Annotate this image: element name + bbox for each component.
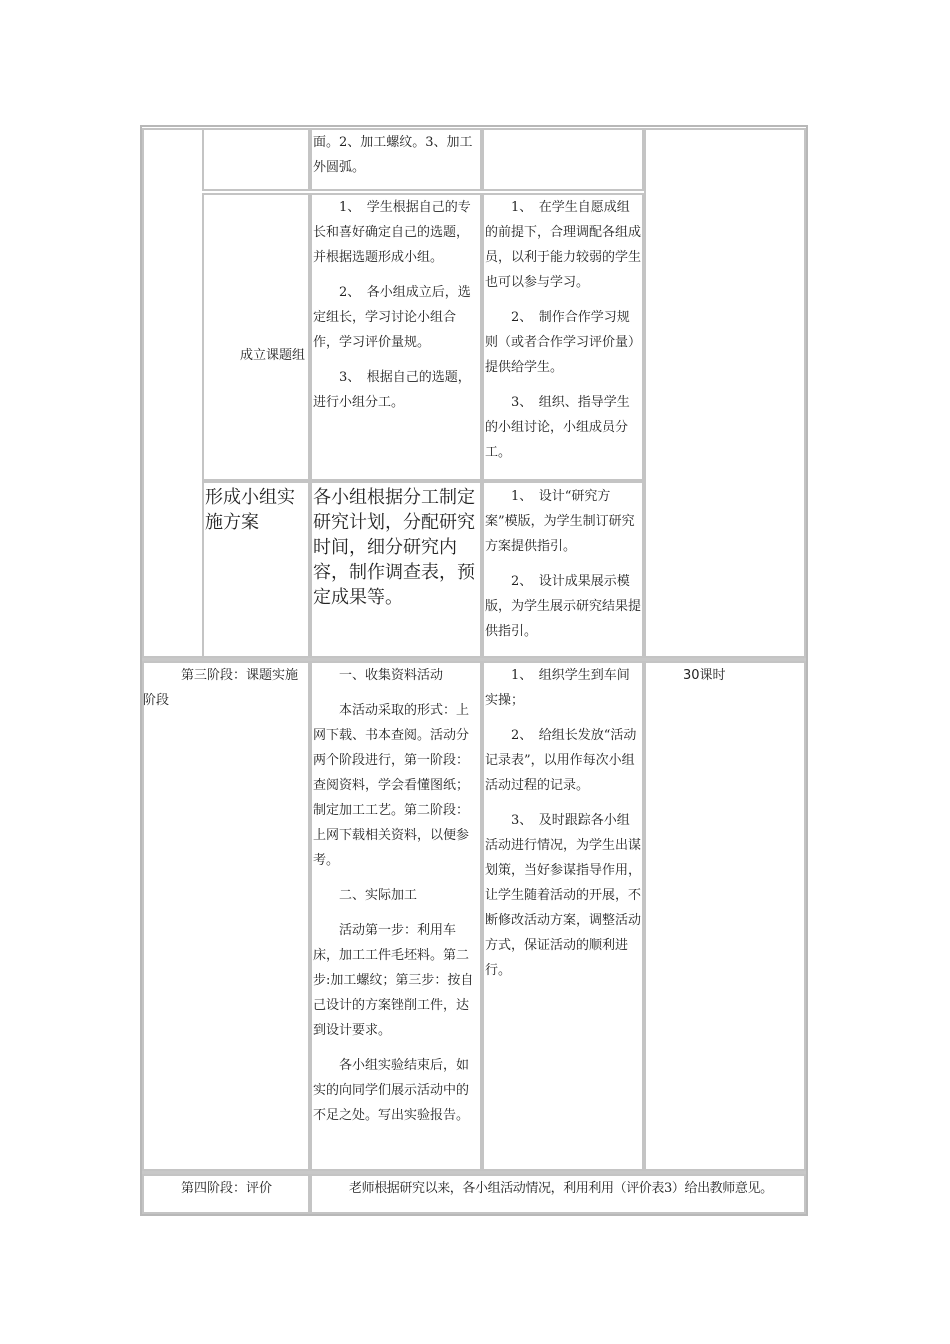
top-stage-cell	[142, 128, 202, 658]
group-teacher-1: 1、 在学生自愿成组的前提下，合理调配各组成员，以利于能力较弱的学生也可以参与学习。	[485, 200, 642, 290]
stage3-student-para-3: 各小组实验结束后，如实的向同学们展示活动中的不足之处。写出实验报告。	[313, 1058, 470, 1123]
stage3-student-para-2: 活动第一步：利用车床，加工工件毛坯料。第二步:加工螺纹；第三步：按自己设计的方案锉削工件，达到设计要求。	[313, 923, 474, 1038]
stage3-student-heading-1: 一、收集资料活动	[339, 668, 444, 683]
stage3-title: 第三阶段：课题实施阶段	[143, 668, 299, 708]
stage3-teacher-2: 2、 给组长发放“活动记录表”，以用作每次小组活动过程的记录。	[485, 728, 637, 793]
group-title: 成立课题组	[240, 348, 306, 363]
top-content-text: 面。2、加工螺纹。3、加工外圆弧。	[313, 135, 473, 175]
stage3-student-para-1: 本活动采取的形式：上网下载、书本查阅。活动分两个阶段进行，第一阶段：查阅资料，学会看懂图纸；制定加工工艺。第二阶段：上网下载相关资料，以便参考。	[313, 703, 470, 868]
group-student-2: 2、 各小组成立后，选定组长，学习讨论小组合作，学习评价量规。	[313, 285, 471, 350]
plan-teacher-activities	[485, 484, 642, 644]
group-student-3: 3、 根据自己的选题，进行小组分工。	[313, 370, 471, 410]
plan-teacher-1: 1、 设计“研究方案”模版，为学生制订研究方案提供指引。	[485, 489, 635, 554]
plan-teacher-2: 2、 设计成果展示模版，为学生展示研究结果提供指引。	[485, 574, 642, 639]
stage4-title: 第四阶段：评价	[181, 1181, 273, 1196]
top-hours-cell	[644, 128, 806, 658]
plan-title: 形成小组实施方案	[205, 487, 295, 533]
stage3-teacher-1: 1、 组织学生到车间实操；	[485, 668, 630, 708]
group-title-cell	[202, 193, 310, 481]
stage3-teacher-3: 3、 及时跟踪各小组活动进行情况，为学生出谋划策，当好参谋指导作用，让学生随着活动的开展，不断修改活动方案，调整活动方式，保证活动的顺利进行。	[485, 813, 642, 978]
stage3-hours-cell	[644, 661, 806, 1171]
group-teacher-activities	[485, 195, 642, 465]
group-student-1: 1、 学生根据自己的专长和喜好确定自己的选题，并根据选题形成小组。	[313, 200, 471, 265]
group-teacher-2: 2、 制作合作学习规则（或者合作学习评价量）提供给学生。	[485, 310, 642, 375]
stage3-hours: 30课时	[683, 668, 726, 683]
stage3-student-heading-2: 二、实际加工	[339, 888, 418, 903]
top-teacher-cell	[482, 128, 644, 191]
top-title-cell	[202, 128, 310, 191]
stage3-title-cell	[142, 661, 310, 1171]
stage3-student-activities	[313, 663, 481, 1128]
plan-student-text: 各小组根据分工制定研究计划，分配研究时间，细分研究内容，制作调查表，预定成果等。	[313, 487, 475, 608]
stage3-teacher-activities	[485, 663, 642, 983]
stage4-content: 老师根据研究以来，各小组活动情况，利用利用（评价表3）给出教师意见。	[349, 1181, 773, 1196]
group-teacher-3: 3、 组织、指导学生的小组讨论，小组成员分工。	[485, 395, 630, 460]
group-student-activities	[313, 195, 479, 415]
